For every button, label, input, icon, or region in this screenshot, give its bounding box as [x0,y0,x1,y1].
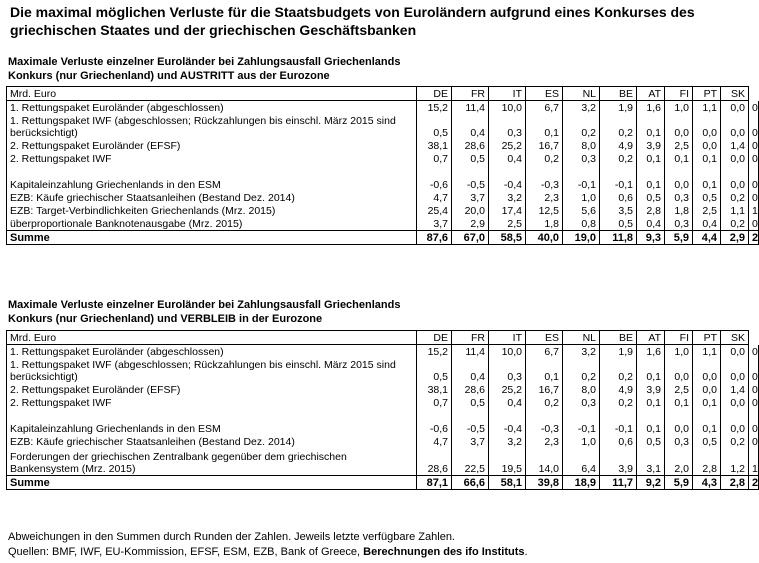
row-value: -0,4 [489,165,526,191]
row-value: 12,5 [526,204,563,217]
rounding-note: Abweichungen in den Summen durch Runden der Zahlen. Jeweils letzte verfügbare Zahlen. [8,531,455,543]
row-value: 6,4 [563,448,600,476]
sum-value: 2 [749,476,759,490]
page-title [10,3,750,39]
row-label: 2. Rettungspaket Euroländer (EFSF) [7,383,417,396]
row-value: 0,4 [489,152,526,165]
section1-title-line2: Konkurs (nur Griechenland) und AUSTRITT aus der Eurozone [8,70,330,82]
table-row [7,345,759,359]
sum-value: 11,7 [600,476,637,490]
header-country-be: BE [600,87,637,101]
row-value: 0,2 [563,358,600,383]
row-value: 0 [749,165,759,191]
row-value: 0,2 [600,396,637,409]
section1-table [6,86,759,245]
row-value: 0,2 [600,358,637,383]
row-value: 0,5 [637,435,665,448]
table-row [7,114,759,139]
row-value: 8,0 [563,383,600,396]
header-country-it: IT [489,331,526,345]
row-value: 0,1 [693,165,721,191]
row-value: 0,0 [721,345,749,359]
row-value: 6,7 [526,345,563,359]
row-label: 2. Rettungspaket IWF [7,396,417,409]
row-value: 0,0 [665,409,693,435]
sources-bold: Berechnungen des ifo Instituts [363,546,525,558]
row-value: 2,8 [637,204,665,217]
sum-value: 18,9 [563,476,600,490]
sum-value: 2,9 [721,231,749,245]
row-value: 0,5 [417,358,452,383]
row-value: 2,5 [665,383,693,396]
row-value: 0,5 [693,191,721,204]
sum-value: 9,3 [637,231,665,245]
row-value: 1,6 [637,101,665,115]
header-country-at: AT [637,331,665,345]
table-row [7,101,759,115]
row-value: 25,4 [417,204,452,217]
row-value: 2,8 [693,448,721,476]
row-value: 0,2 [721,435,749,448]
row-value: 0,1 [526,358,563,383]
row-value: 0,0 [721,358,749,383]
row-value: 0 [749,435,759,448]
row-value: 0,4 [452,358,489,383]
row-value: -0,4 [489,409,526,435]
header-country-es: ES [526,87,563,101]
table-row [7,152,759,165]
row-label: EZB: Target-Verbindlichkeiten Griechenlands (Mrz. 2015) [7,204,417,217]
row-value: 0,1 [637,358,665,383]
row-value: 16,7 [526,383,563,396]
row-label: 1. Rettungspaket IWF (abgeschlossen; Rückzahlungen bis einschl. März 2015 sind berücksichtigt) [7,358,417,383]
row-value: 0 [749,217,759,231]
sum-value: 87,1 [417,476,452,490]
sum-value: 58,5 [489,231,526,245]
row-value: 0,1 [637,165,665,191]
row-value: 0,0 [721,409,749,435]
row-value: 3,2 [563,101,600,115]
row-value: 10,0 [489,345,526,359]
header-country-sk: SK [721,87,749,101]
row-value: 1 [749,448,759,476]
row-value: 1,1 [721,204,749,217]
row-value: 0 [749,101,759,115]
row-value: 11,4 [452,101,489,115]
row-value: -0,5 [452,409,489,435]
sum-row [7,231,759,245]
row-value: 0,7 [417,396,452,409]
row-value: 0,4 [452,114,489,139]
row-value: 2,5 [693,204,721,217]
header-country-es: ES [526,331,563,345]
sum-value: 5,9 [665,231,693,245]
row-label: EZB: Käufe griechischer Staatsanleihen (Bestand Dez. 2014) [7,191,417,204]
row-value: 0,3 [489,114,526,139]
row-value: 0,4 [637,217,665,231]
row-value: 6,7 [526,101,563,115]
table-row [7,435,759,448]
sum-label: Summe [7,476,417,490]
sources-end: . [524,546,528,558]
table-row [7,396,759,409]
row-value: 0,5 [637,191,665,204]
header-unit-cell: Mrd. Euro [7,331,417,345]
row-value: 0,2 [600,114,637,139]
row-value: 0,1 [693,396,721,409]
sum-value: 40,0 [526,231,563,245]
row-value: 15,2 [417,101,452,115]
row-value: 38,1 [417,383,452,396]
sum-value: 4,3 [693,476,721,490]
row-value: 1,8 [665,204,693,217]
row-value: 28,6 [452,139,489,152]
row-value: 0,0 [693,358,721,383]
row-value: 0,2 [721,217,749,231]
row-value: 0,5 [417,114,452,139]
row-value: 3,9 [637,383,665,396]
sum-value: 9,2 [637,476,665,490]
sum-value: 67,0 [452,231,489,245]
row-value: 0,3 [489,358,526,383]
row-value: 17,4 [489,204,526,217]
row-value: 0 [749,191,759,204]
row-value: -0,6 [417,165,452,191]
table-header-row [7,87,759,101]
table-row [7,383,759,396]
row-value: 0,0 [693,114,721,139]
row-value: 0 [749,383,759,396]
row-value: 1,9 [600,101,637,115]
row-value: 0,8 [563,217,600,231]
header-country-nl: NL [563,331,600,345]
row-value: 3,2 [489,191,526,204]
row-label: Forderungen der griechischen Zentralbank gegenüber dem griechischen Bankensystem (Mrz. 2015) [7,448,417,476]
row-label: überproportionale Banknotenausgabe (Mrz. 2015) [7,217,417,231]
row-value: 3,5 [600,204,637,217]
row-value: -0,1 [563,165,600,191]
row-value: 4,7 [417,191,452,204]
row-value: 0,2 [526,396,563,409]
row-value: 4,9 [600,139,637,152]
header-country-pt: PT [693,331,721,345]
row-value: 8,0 [563,139,600,152]
row-value: 0 [749,358,759,383]
section2-title-line1: Maximale Verluste einzelner Euroländer bei Zahlungsausfall Griechenlands [8,299,401,311]
row-label: 2. Rettungspaket Euroländer (EFSF) [7,139,417,152]
row-value: 22,5 [452,448,489,476]
row-value: 3,7 [452,191,489,204]
page-title-line2: griechischen Staates und der griechischen Geschäftsbanken [10,22,417,38]
header-country-at: AT [637,87,665,101]
row-value: 20,0 [452,204,489,217]
row-value: 0,1 [526,114,563,139]
row-value: -0,1 [600,165,637,191]
row-value: 28,6 [452,383,489,396]
sum-value: 66,6 [452,476,489,490]
row-value: 0,0 [721,152,749,165]
row-value: 0,1 [637,409,665,435]
row-value: 38,1 [417,139,452,152]
header-country-nl: NL [563,87,600,101]
row-label: 1. Rettungspaket Euroländer (abgeschlossen) [7,345,417,359]
table-row [7,217,759,231]
row-value: 1,6 [637,345,665,359]
row-value: 10,0 [489,101,526,115]
row-value: 0 [749,345,759,359]
sum-value: 87,6 [417,231,452,245]
row-value: 0,7 [417,152,452,165]
row-value: 1,0 [563,191,600,204]
row-value: 28,6 [417,448,452,476]
section1-title [8,55,748,83]
row-value: 0,0 [693,383,721,396]
row-label: Kapitaleinzahlung Griechenlands in den ESM [7,165,417,191]
row-value: 25,2 [489,139,526,152]
row-value: 0,6 [600,435,637,448]
row-value: 3,2 [563,345,600,359]
row-value: 2,9 [452,217,489,231]
row-value: 0,3 [665,217,693,231]
row-value: 1,4 [721,139,749,152]
row-value: 0,0 [721,114,749,139]
row-value: 0,1 [665,152,693,165]
row-label: 1. Rettungspaket Euroländer (abgeschlossen) [7,101,417,115]
sum-value: 2 [749,231,759,245]
section1-title-line1: Maximale Verluste einzelner Euroländer bei Zahlungsausfall Griechenlands [8,56,401,68]
row-value: 0,0 [693,139,721,152]
row-value: 0,5 [600,217,637,231]
row-value: 0,1 [637,152,665,165]
row-value: 14,0 [526,448,563,476]
row-value: 3,9 [637,139,665,152]
section2-title-line2: Konkurs (nur Griechenland) und VERBLEIB in der Eurozone [8,313,323,325]
row-value: 0,0 [721,165,749,191]
sum-value: 58,1 [489,476,526,490]
row-value: 2,3 [526,191,563,204]
row-value: 0,0 [721,396,749,409]
section2-table [6,330,759,490]
row-value: 0,1 [637,396,665,409]
sum-value: 11,8 [600,231,637,245]
sum-label: Summe [7,231,417,245]
row-value: 2,5 [665,139,693,152]
sum-value: 39,8 [526,476,563,490]
table-row [7,358,759,383]
row-value: 0,6 [600,191,637,204]
row-value: 1,0 [563,435,600,448]
table-row [7,139,759,152]
row-value: 1,1 [693,345,721,359]
row-value: 0,5 [452,396,489,409]
row-value: 0,0 [721,101,749,115]
row-value: 16,7 [526,139,563,152]
row-value: 1,2 [721,448,749,476]
row-value: 3,9 [600,448,637,476]
row-value: 0,5 [452,152,489,165]
row-value: 0,1 [693,152,721,165]
row-value: 0,4 [489,396,526,409]
sum-value: 19,0 [563,231,600,245]
row-value: 0 [749,152,759,165]
row-value: 0,0 [665,114,693,139]
table-row [7,165,759,191]
header-country-fi: FI [665,87,693,101]
row-value: 0,1 [637,114,665,139]
row-value: 1,0 [665,101,693,115]
row-value: 11,4 [452,345,489,359]
row-value: 19,5 [489,448,526,476]
table-header-row [7,331,759,345]
row-value: 0,3 [665,191,693,204]
row-value: 0,2 [563,114,600,139]
row-value: 4,9 [600,383,637,396]
row-value: 0,4 [693,217,721,231]
header-country-sk: SK [721,331,749,345]
row-value: 2,0 [665,448,693,476]
row-value: 0,1 [693,409,721,435]
table-row [7,409,759,435]
row-value: 0,2 [526,152,563,165]
table-row [7,448,759,476]
header-country-de: DE [417,331,452,345]
row-value: -0,6 [417,409,452,435]
row-value: 3,2 [489,435,526,448]
page-title-line1: Die maximal möglichen Verluste für die Staatsbudgets von Euroländern aufgrund eines Konkurses des [10,4,695,20]
row-value: 0 [749,396,759,409]
row-value: 25,2 [489,383,526,396]
row-value: -0,3 [526,165,563,191]
header-country-de: DE [417,87,452,101]
row-value: 0,1 [665,396,693,409]
sources-note [8,545,528,559]
header-country-fr: FR [452,87,489,101]
section2-title [8,298,748,326]
row-value: 0,2 [600,152,637,165]
sum-row [7,476,759,490]
header-country-fr: FR [452,331,489,345]
header-country-it: IT [489,87,526,101]
row-value: 3,1 [637,448,665,476]
row-value: 4,7 [417,435,452,448]
row-label: 1. Rettungspaket IWF (abgeschlossen; Rückzahlungen bis einschl. März 2015 sind berücksichtigt) [7,114,417,139]
row-value: 0,0 [665,165,693,191]
sources-plain: Quellen: BMF, IWF, EU-Kommission, EFSF, ESM, EZB, Bank of Greece, [8,546,364,558]
row-value: -0,1 [600,409,637,435]
row-value: 1,4 [721,383,749,396]
row-value: 1,9 [600,345,637,359]
header-unit-cell: Mrd. Euro [7,87,417,101]
row-value: -0,3 [526,409,563,435]
row-value: 1,0 [665,345,693,359]
table-row [7,191,759,204]
row-value: 0 [749,114,759,139]
row-value: 1,8 [526,217,563,231]
table-row [7,204,759,217]
row-value: 1 [749,204,759,217]
sum-value: 2,8 [721,476,749,490]
row-value: 2,5 [489,217,526,231]
row-value: 0,3 [563,396,600,409]
header-country-be: BE [600,331,637,345]
header-country-pt: PT [693,87,721,101]
row-value: -0,1 [563,409,600,435]
sum-value: 5,9 [665,476,693,490]
row-value: 0 [749,409,759,435]
sum-value: 4,4 [693,231,721,245]
row-label: 2. Rettungspaket IWF [7,152,417,165]
row-value: 0,3 [563,152,600,165]
row-value: 15,2 [417,345,452,359]
header-country-fi: FI [665,331,693,345]
row-value: 3,7 [452,435,489,448]
row-value: 0,3 [665,435,693,448]
row-label: EZB: Käufe griechischer Staatsanleihen (Bestand Dez. 2014) [7,435,417,448]
row-label: Kapitaleinzahlung Griechenlands in den ESM [7,409,417,435]
row-value: 0,2 [721,191,749,204]
row-value: 0,0 [665,358,693,383]
row-value: 5,6 [563,204,600,217]
row-value: 1,1 [693,101,721,115]
row-value: 0,5 [693,435,721,448]
row-value: 0 [749,139,759,152]
row-value: -0,5 [452,165,489,191]
row-value: 3,7 [417,217,452,231]
row-value: 2,3 [526,435,563,448]
